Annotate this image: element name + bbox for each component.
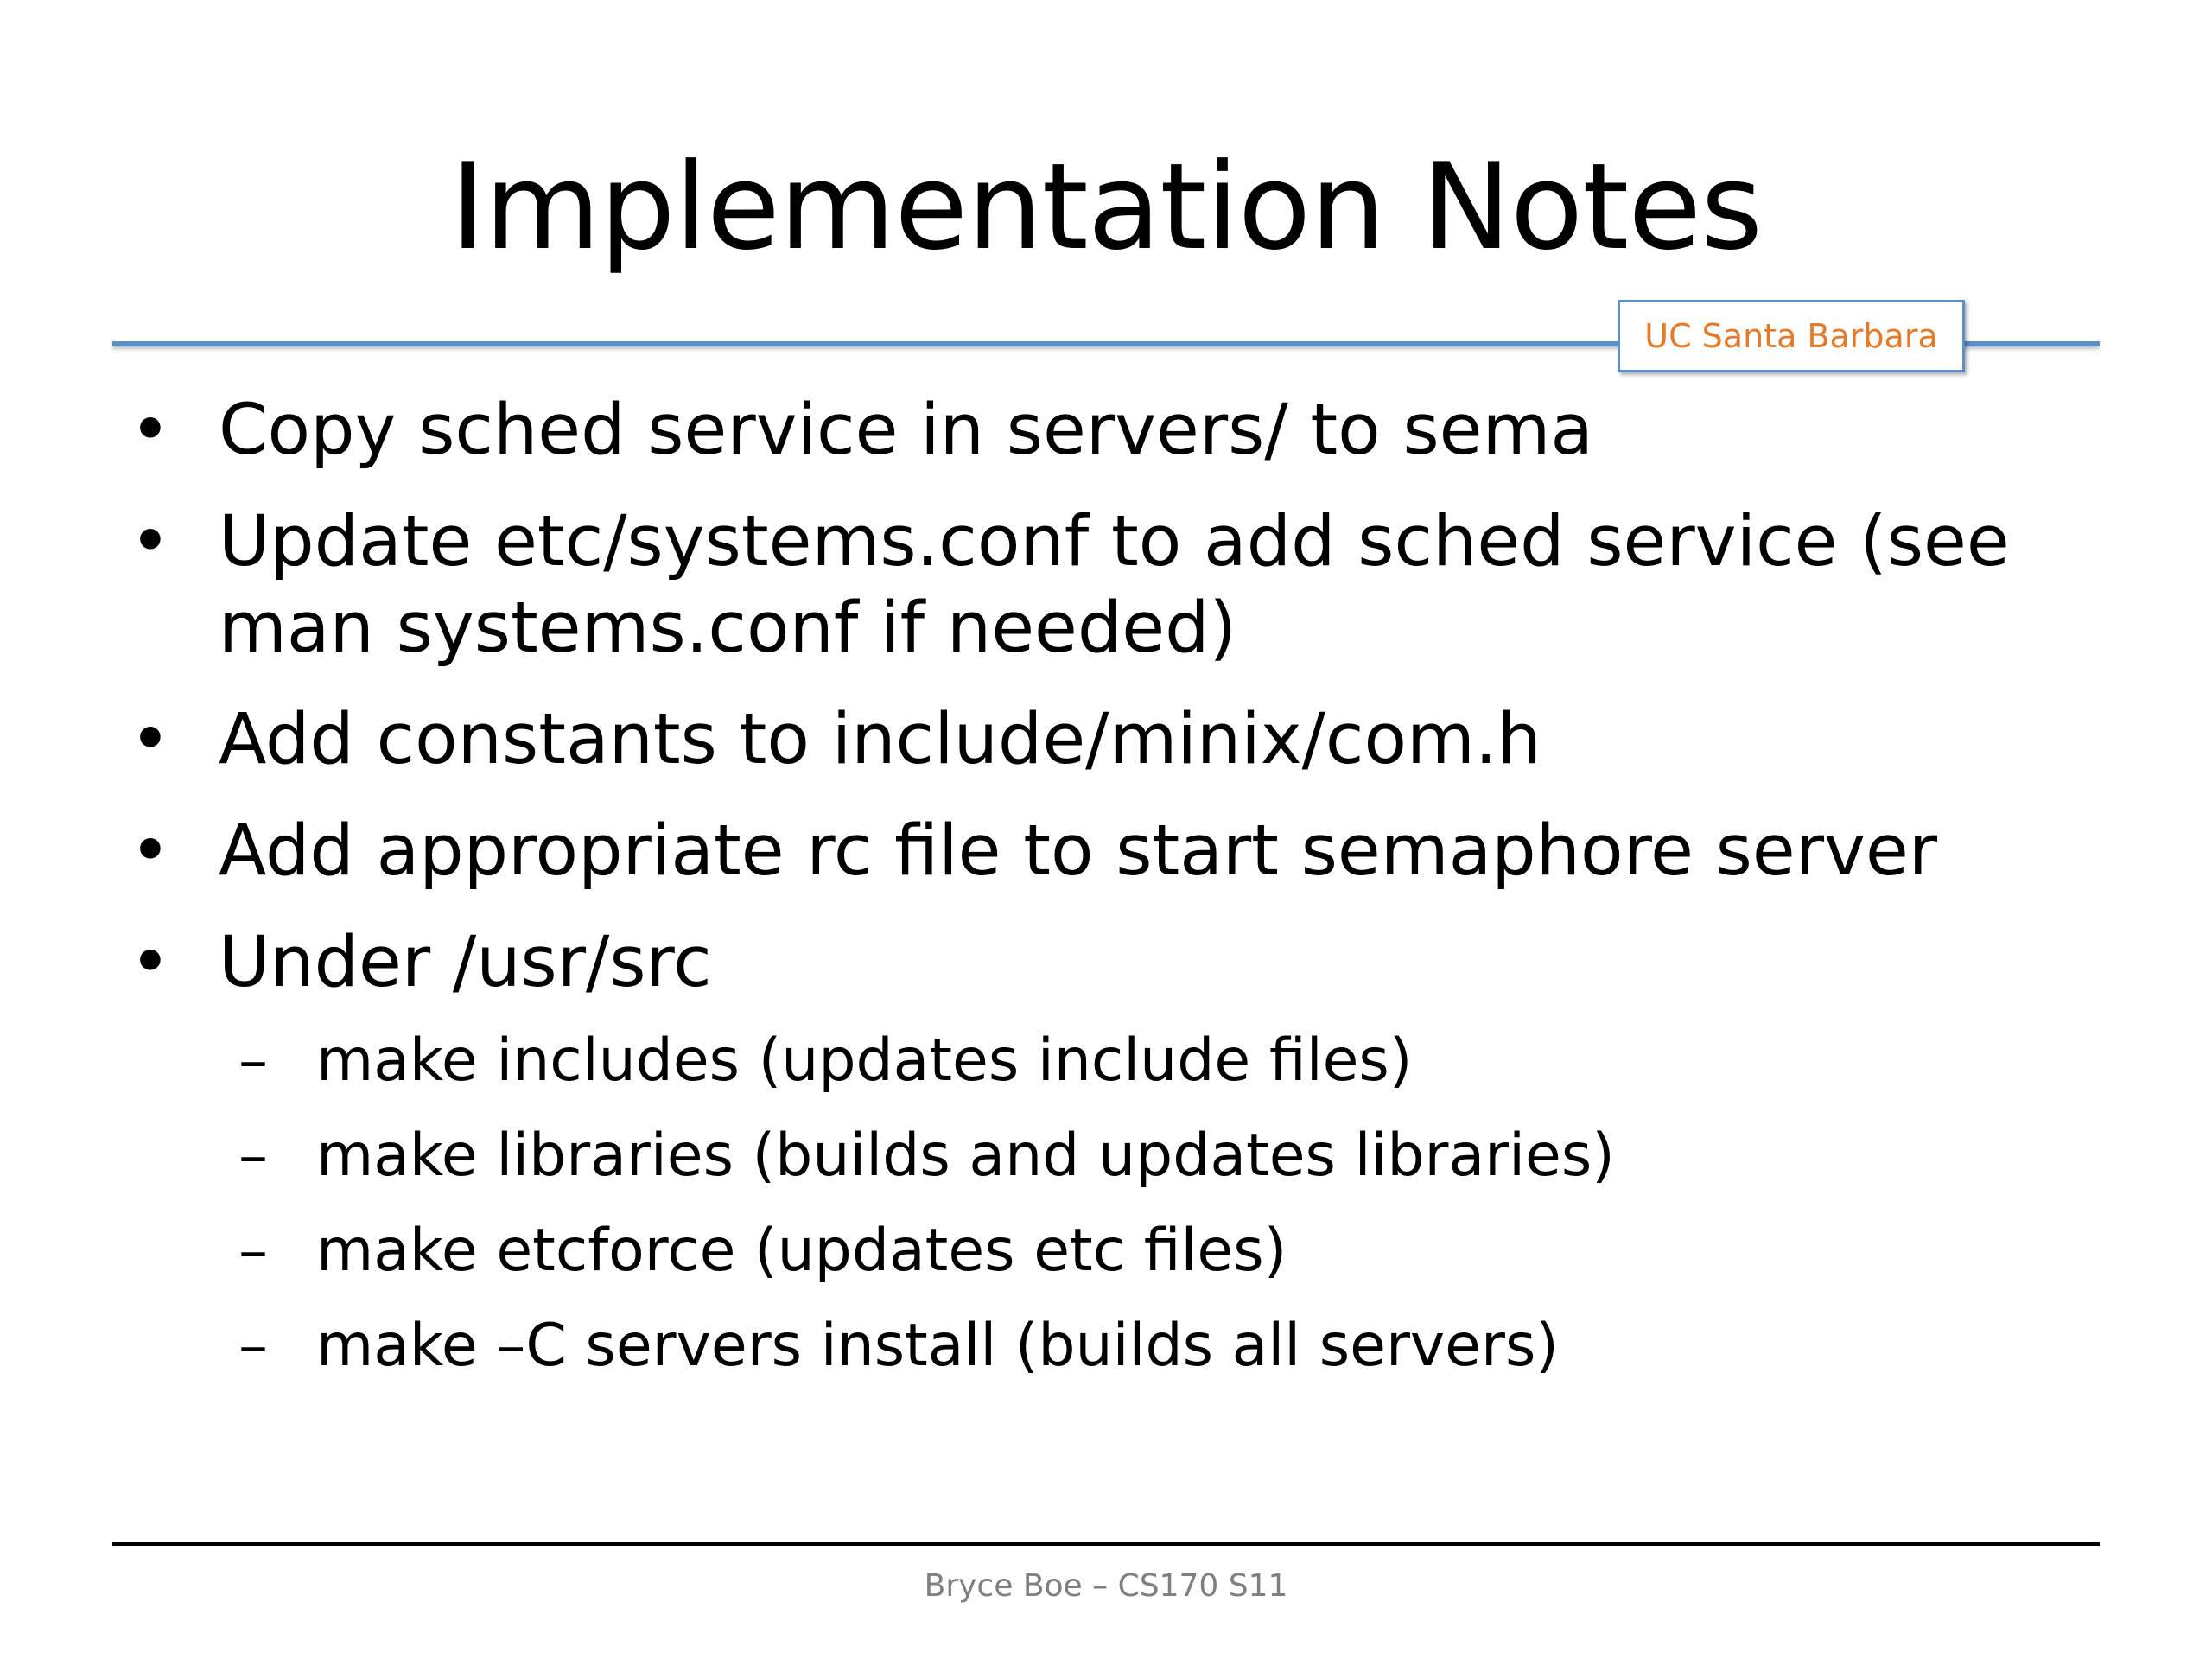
bullet-text: Under /usr/src [219,922,712,1003]
sub-bullet-text: make etcforce (updates etc files) [316,1217,1287,1285]
bullet-text: Add constants to include/minix/com.h [219,699,1542,780]
bullet-item [130,387,2117,474]
bullet-marker: • [130,922,171,1003]
bullet-item [130,919,2117,1006]
footer-divider [112,1542,2100,1546]
sub-bullet-list [130,1022,2117,1384]
bullet-item [130,808,2117,894]
bullet-marker: • [130,501,171,582]
institution-badge: UC Santa Barbara [1618,300,1965,372]
bullet-list [130,387,2117,1402]
bullet-item [130,499,2117,671]
bullet-text: Update etc/systems.conf to add sched service (see man systems.conf if needed) [219,501,2010,669]
bullet-marker: • [130,390,171,471]
sub-bullet-marker: – [238,1217,268,1285]
sub-bullet-item [130,1022,2117,1099]
sub-bullet-item [130,1212,2117,1289]
bullet-marker: • [130,810,171,892]
sub-bullet-item [130,1307,2117,1384]
sub-bullet-marker: – [238,1027,268,1095]
slide-footer: Bryce Boe – CS170 S11 [924,1568,1288,1604]
sub-bullet-marker: – [238,1122,268,1190]
sub-bullet-text: make –C servers install (builds all servers) [316,1312,1559,1380]
sub-bullet-text: make includes (updates include files) [316,1027,1413,1095]
bullet-text: Add appropriate rc file to start semaphore server [219,810,1938,892]
sub-bullet-text: make libraries (builds and updates libraries) [316,1122,1615,1190]
bullet-text: Copy sched service in servers/ to sema [219,390,1594,471]
sub-bullet-marker: – [238,1312,268,1380]
bullet-item [130,696,2117,783]
bullet-marker: • [130,699,171,780]
slide-title: Implementation Notes [449,137,1763,276]
sub-bullet-item [130,1117,2117,1194]
